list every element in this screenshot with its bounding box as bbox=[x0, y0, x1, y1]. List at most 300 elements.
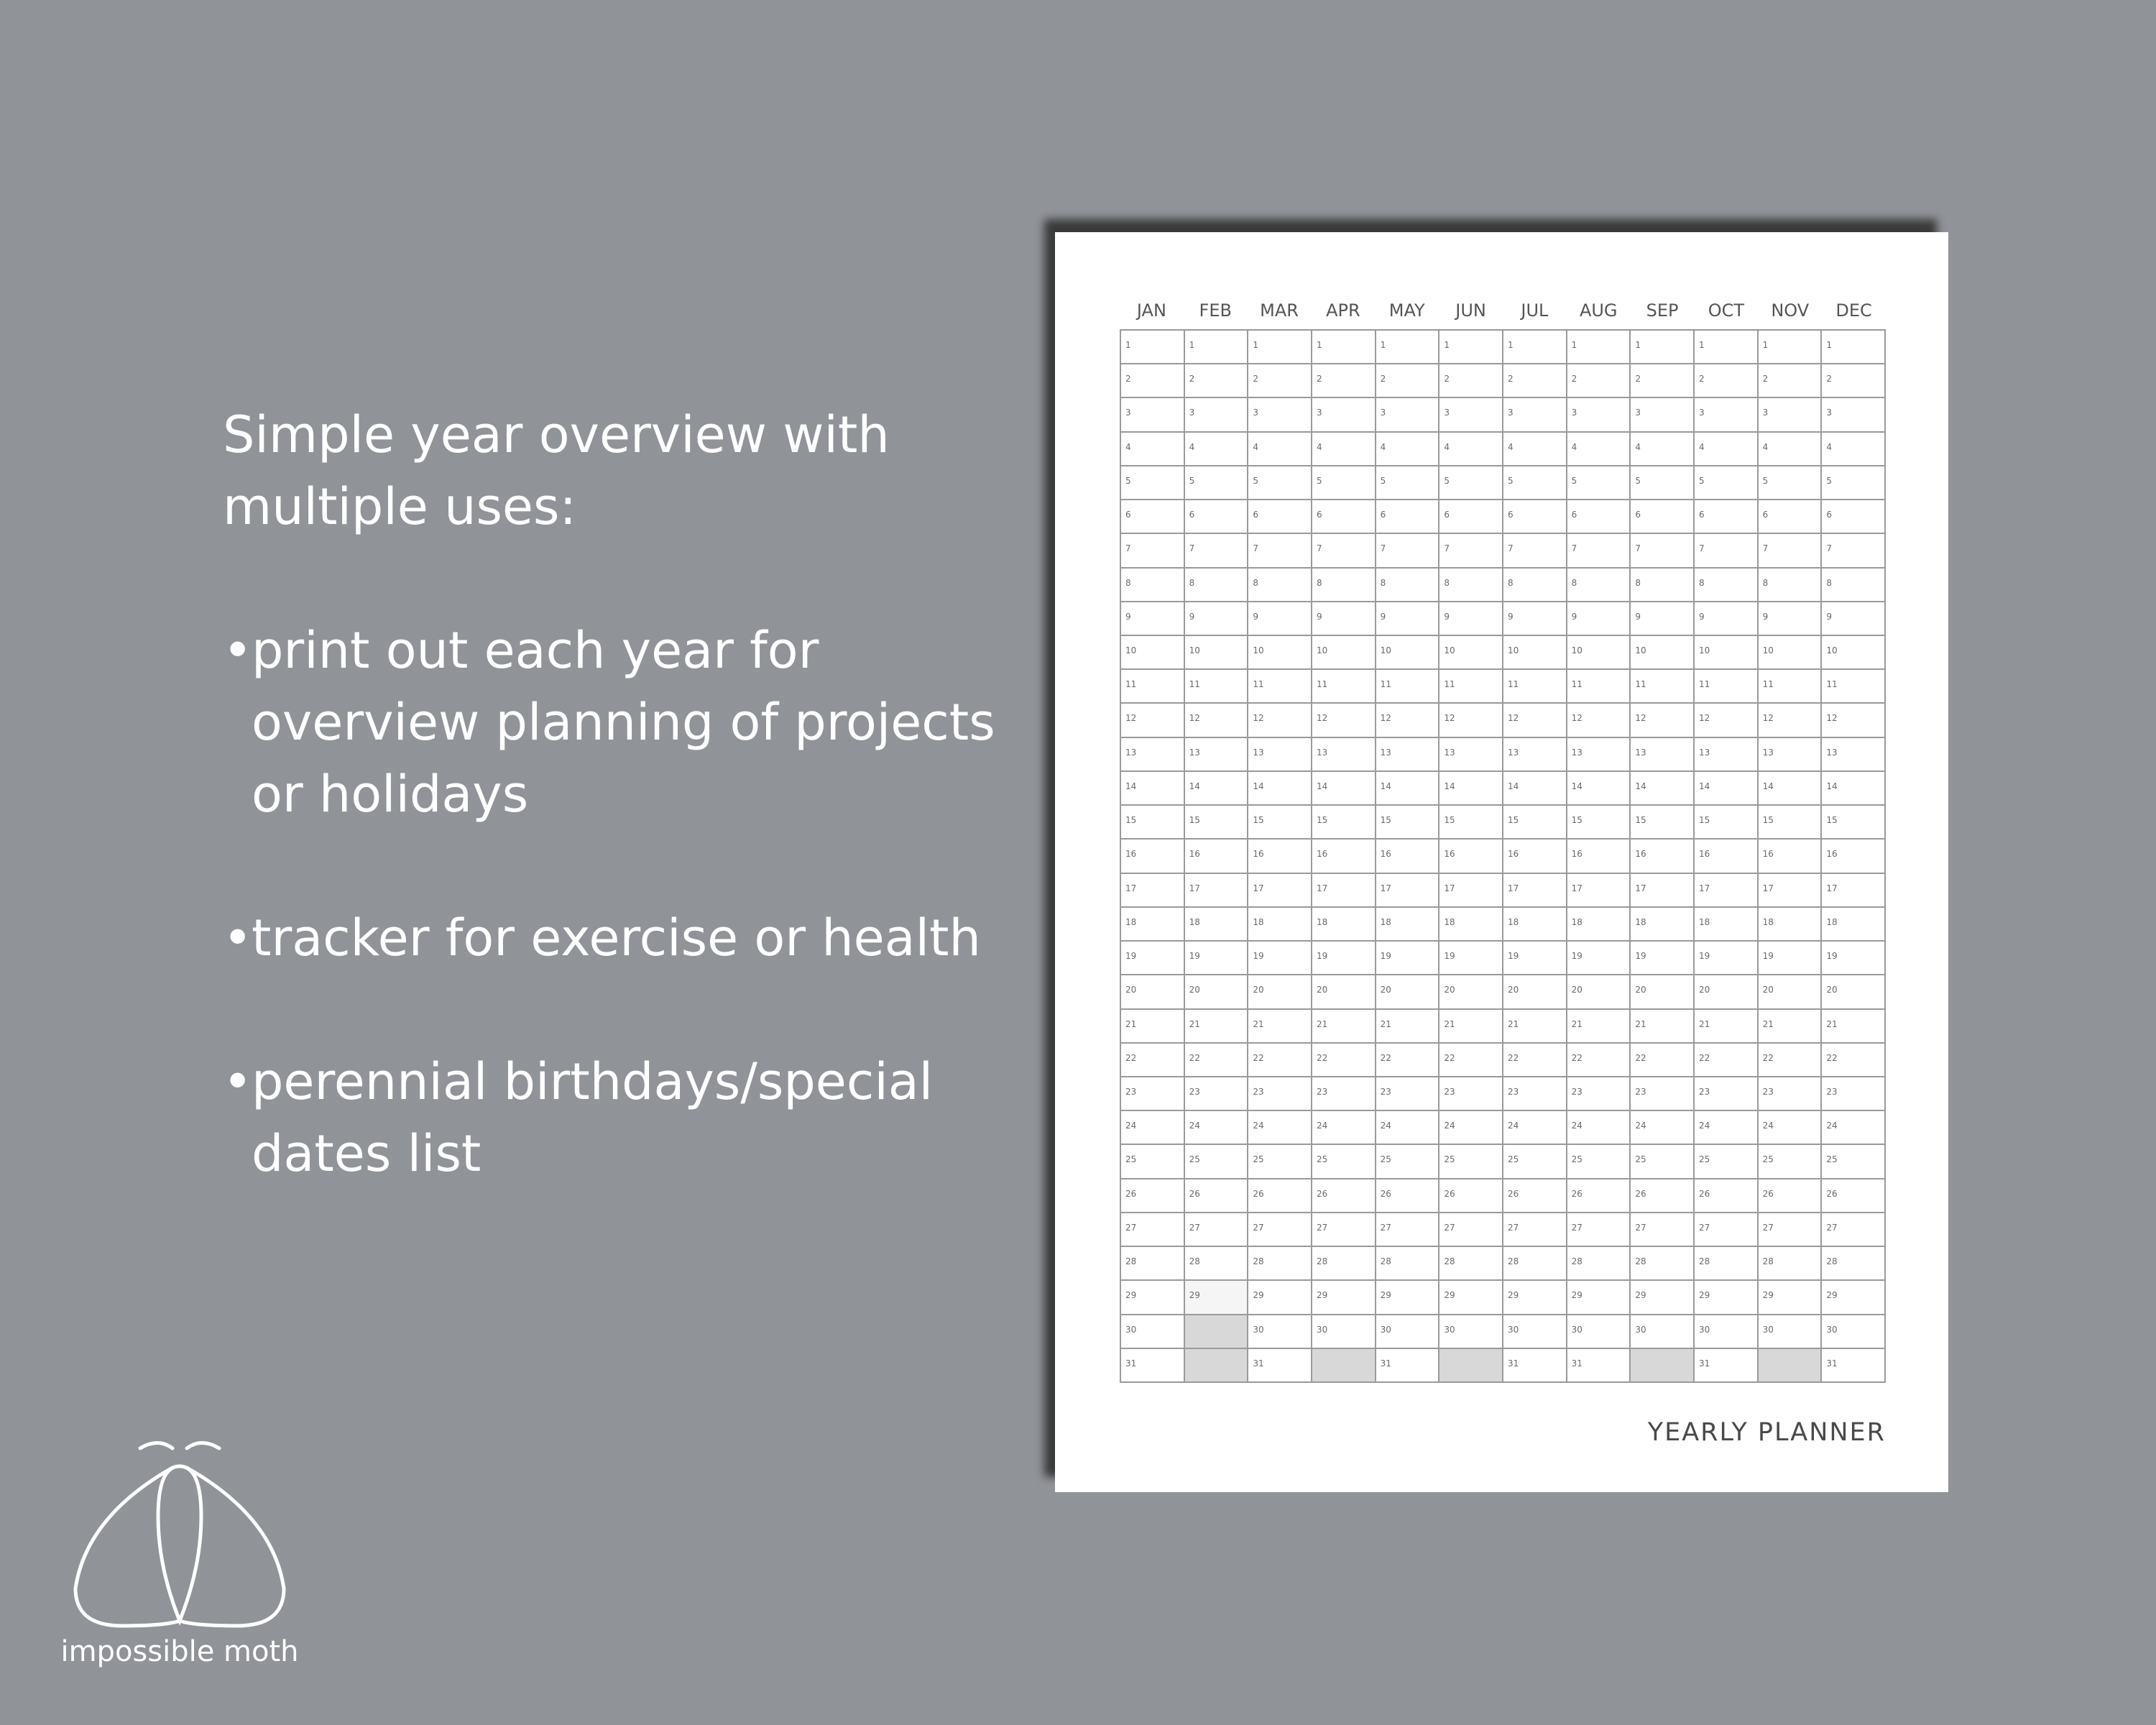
day-cell: 13 bbox=[1185, 738, 1249, 772]
day-cell: 16 bbox=[1822, 840, 1886, 873]
day-cell: 1 bbox=[1695, 331, 1759, 364]
day-cell: 3 bbox=[1567, 398, 1631, 432]
day-cell: 16 bbox=[1312, 840, 1376, 873]
brand-name: impossible moth bbox=[60, 1635, 299, 1668]
day-cell: 11 bbox=[1185, 670, 1249, 704]
day-cell: 14 bbox=[1376, 772, 1440, 806]
day-cell: 14 bbox=[1822, 772, 1886, 806]
day-cell: 27 bbox=[1503, 1213, 1567, 1247]
day-cell: 8 bbox=[1567, 569, 1631, 602]
month-label-aug: AUG bbox=[1579, 300, 1618, 321]
day-cell: 11 bbox=[1121, 670, 1185, 704]
day-cell: 15 bbox=[1695, 806, 1759, 840]
day-cell: 16 bbox=[1376, 840, 1440, 873]
day-cell: 3 bbox=[1503, 398, 1567, 432]
day-cell: 21 bbox=[1503, 1010, 1567, 1044]
day-cell: 8 bbox=[1121, 569, 1185, 602]
day-cell: 1 bbox=[1248, 331, 1312, 364]
day-cell: 28 bbox=[1312, 1247, 1376, 1281]
day-cell: 29 bbox=[1759, 1281, 1823, 1315]
month-label-jan: JAN bbox=[1136, 300, 1166, 321]
feature-text bbox=[223, 399, 1049, 1261]
day-cell: 22 bbox=[1822, 1044, 1886, 1077]
day-cell: 7 bbox=[1439, 534, 1503, 568]
day-cell: 24 bbox=[1822, 1111, 1886, 1145]
day-cell: 25 bbox=[1376, 1145, 1440, 1179]
day-cell: 10 bbox=[1312, 636, 1376, 670]
day-cell: 22 bbox=[1376, 1044, 1440, 1077]
day-cell: 6 bbox=[1376, 500, 1440, 534]
planner-title: YEARLY PLANNER bbox=[1647, 1418, 1886, 1447]
day-cell: 7 bbox=[1695, 534, 1759, 568]
day-cell: 1 bbox=[1759, 331, 1823, 364]
day-cell: 15 bbox=[1312, 806, 1376, 840]
day-cell: 30 bbox=[1503, 1315, 1567, 1349]
day-cell: 2 bbox=[1312, 364, 1376, 398]
day-cell: 26 bbox=[1759, 1179, 1823, 1213]
day-cell: 23 bbox=[1312, 1077, 1376, 1111]
day-cell: 10 bbox=[1185, 636, 1249, 670]
day-cell: 24 bbox=[1376, 1111, 1440, 1145]
day-cell: 19 bbox=[1567, 942, 1631, 975]
day-cell: 10 bbox=[1248, 636, 1312, 670]
day-cell: 23 bbox=[1248, 1077, 1312, 1111]
day-cell: 25 bbox=[1822, 1145, 1886, 1179]
day-cell: 29 bbox=[1631, 1281, 1695, 1315]
day-cell: 27 bbox=[1439, 1213, 1503, 1247]
day-cell: 21 bbox=[1759, 1010, 1823, 1044]
day-cell: 4 bbox=[1822, 433, 1886, 466]
day-cell: 4 bbox=[1376, 433, 1440, 466]
day-cell: 3 bbox=[1695, 398, 1759, 432]
day-cell: 24 bbox=[1185, 1111, 1249, 1145]
day-cell: 19 bbox=[1248, 942, 1312, 975]
day-cell: 5 bbox=[1439, 466, 1503, 500]
day-cell: 5 bbox=[1695, 466, 1759, 500]
day-cell: 6 bbox=[1822, 500, 1886, 534]
day-cell: 26 bbox=[1185, 1179, 1249, 1213]
day-cell: 27 bbox=[1248, 1213, 1312, 1247]
day-cell: 10 bbox=[1567, 636, 1631, 670]
day-cell: 2 bbox=[1121, 364, 1185, 398]
day-cell: 14 bbox=[1248, 772, 1312, 806]
day-cell: 7 bbox=[1376, 534, 1440, 568]
day-cell: 11 bbox=[1503, 670, 1567, 704]
month-label-jul: JUL bbox=[1521, 300, 1549, 321]
intro-heading: Simple year overview with multiple uses: bbox=[223, 405, 890, 536]
day-cell: 18 bbox=[1631, 908, 1695, 942]
day-cell: 14 bbox=[1185, 772, 1249, 806]
month-header bbox=[1120, 300, 1886, 329]
day-cell: 16 bbox=[1248, 840, 1312, 873]
day-cell: 1 bbox=[1121, 331, 1185, 364]
brand-logo bbox=[50, 1438, 309, 1682]
day-cell: 2 bbox=[1439, 364, 1503, 398]
unused-day-cell bbox=[1759, 1349, 1823, 1383]
day-cell: 9 bbox=[1759, 602, 1823, 636]
day-cell: 4 bbox=[1759, 433, 1823, 466]
day-cell: 9 bbox=[1631, 602, 1695, 636]
day-cell: 31 bbox=[1567, 1349, 1631, 1383]
day-cell: 8 bbox=[1439, 569, 1503, 602]
day-cell: 27 bbox=[1567, 1213, 1631, 1247]
day-cell: 16 bbox=[1695, 840, 1759, 873]
day-cell: 23 bbox=[1631, 1077, 1695, 1111]
day-cell: 18 bbox=[1759, 908, 1823, 942]
day-cell: 6 bbox=[1503, 500, 1567, 534]
day-cell: 1 bbox=[1376, 331, 1440, 364]
day-cell: 21 bbox=[1121, 1010, 1185, 1044]
day-cell: 29 bbox=[1567, 1281, 1631, 1315]
day-cell: 21 bbox=[1376, 1010, 1440, 1044]
day-cell: 20 bbox=[1503, 975, 1567, 1009]
day-cell: 3 bbox=[1376, 398, 1440, 432]
day-cell: 7 bbox=[1248, 534, 1312, 568]
day-cell: 20 bbox=[1185, 975, 1249, 1009]
day-cell: 24 bbox=[1439, 1111, 1503, 1145]
day-cell: 28 bbox=[1376, 1247, 1440, 1281]
day-cell: 10 bbox=[1759, 636, 1823, 670]
day-cell: 9 bbox=[1248, 602, 1312, 636]
day-cell: 29 bbox=[1121, 1281, 1185, 1315]
day-cell: 26 bbox=[1439, 1179, 1503, 1213]
day-cell: 4 bbox=[1439, 433, 1503, 466]
day-cell: 29 bbox=[1312, 1281, 1376, 1315]
day-cell: 28 bbox=[1439, 1247, 1503, 1281]
day-cell: 18 bbox=[1695, 908, 1759, 942]
day-cell: 6 bbox=[1439, 500, 1503, 534]
day-cell: 20 bbox=[1121, 975, 1185, 1009]
day-cell: 29 bbox=[1822, 1281, 1886, 1315]
day-cell: 8 bbox=[1185, 569, 1249, 602]
day-cell: 2 bbox=[1631, 364, 1695, 398]
day-cell: 24 bbox=[1631, 1111, 1695, 1145]
day-cell: 12 bbox=[1185, 704, 1249, 737]
day-cell: 26 bbox=[1567, 1179, 1631, 1213]
day-cell: 31 bbox=[1503, 1349, 1567, 1383]
day-cell: 20 bbox=[1822, 975, 1886, 1009]
day-cell: 3 bbox=[1248, 398, 1312, 432]
day-cell: 25 bbox=[1695, 1145, 1759, 1179]
planner-sheet bbox=[1055, 232, 1948, 1492]
day-cell: 24 bbox=[1248, 1111, 1312, 1145]
day-cell: 24 bbox=[1503, 1111, 1567, 1145]
day-cell: 3 bbox=[1121, 398, 1185, 432]
day-cell: 15 bbox=[1439, 806, 1503, 840]
day-cell: 5 bbox=[1759, 466, 1823, 500]
day-cell: 5 bbox=[1121, 466, 1185, 500]
day-cell: 28 bbox=[1248, 1247, 1312, 1281]
day-cell: 24 bbox=[1121, 1111, 1185, 1145]
day-cell: 12 bbox=[1759, 704, 1823, 737]
day-cell: 22 bbox=[1759, 1044, 1823, 1077]
day-cell: 19 bbox=[1439, 942, 1503, 975]
day-cell: 20 bbox=[1695, 975, 1759, 1009]
day-cell: 23 bbox=[1376, 1077, 1440, 1111]
day-cell: 26 bbox=[1376, 1179, 1440, 1213]
day-cell: 18 bbox=[1822, 908, 1886, 942]
day-cell: 17 bbox=[1312, 874, 1376, 908]
day-cell: 21 bbox=[1312, 1010, 1376, 1044]
day-cell: 11 bbox=[1567, 670, 1631, 704]
day-cell: 5 bbox=[1376, 466, 1440, 500]
day-cell: 2 bbox=[1503, 364, 1567, 398]
day-cell: 12 bbox=[1631, 704, 1695, 737]
day-cell: 19 bbox=[1503, 942, 1567, 975]
day-cell: 9 bbox=[1503, 602, 1567, 636]
day-cell: 18 bbox=[1503, 908, 1567, 942]
day-cell: 9 bbox=[1439, 602, 1503, 636]
day-cell: 27 bbox=[1312, 1213, 1376, 1247]
day-cell: 15 bbox=[1121, 806, 1185, 840]
month-label-apr: APR bbox=[1326, 300, 1360, 321]
day-cell: 10 bbox=[1695, 636, 1759, 670]
day-cell: 8 bbox=[1759, 569, 1823, 602]
day-cell: 19 bbox=[1759, 942, 1823, 975]
unused-day-cell bbox=[1631, 1349, 1695, 1383]
day-cell: 11 bbox=[1759, 670, 1823, 704]
day-cell: 28 bbox=[1822, 1247, 1886, 1281]
day-cell: 3 bbox=[1312, 398, 1376, 432]
day-cell: 18 bbox=[1121, 908, 1185, 942]
day-cell: 13 bbox=[1121, 738, 1185, 772]
day-cell: 18 bbox=[1567, 908, 1631, 942]
day-cell: 10 bbox=[1376, 636, 1440, 670]
day-cell: 15 bbox=[1631, 806, 1695, 840]
day-cell: 21 bbox=[1822, 1010, 1886, 1044]
day-cell: 13 bbox=[1376, 738, 1440, 772]
day-cell: 21 bbox=[1185, 1010, 1249, 1044]
day-cell: 17 bbox=[1185, 874, 1249, 908]
day-cell: 2 bbox=[1822, 364, 1886, 398]
day-cell: 24 bbox=[1695, 1111, 1759, 1145]
day-cell: 12 bbox=[1567, 704, 1631, 737]
day-cell: 18 bbox=[1185, 908, 1249, 942]
day-cell: 12 bbox=[1121, 704, 1185, 737]
day-cell: 16 bbox=[1631, 840, 1695, 873]
day-cell: 28 bbox=[1503, 1247, 1567, 1281]
day-cell: 28 bbox=[1759, 1247, 1823, 1281]
day-cell: 18 bbox=[1312, 908, 1376, 942]
calendar-grid bbox=[1120, 329, 1886, 1383]
day-cell: 13 bbox=[1312, 738, 1376, 772]
day-cell: 30 bbox=[1695, 1315, 1759, 1349]
day-cell: 18 bbox=[1439, 908, 1503, 942]
day-cell: 9 bbox=[1185, 602, 1249, 636]
day-cell: 24 bbox=[1312, 1111, 1376, 1145]
day-cell: 22 bbox=[1567, 1044, 1631, 1077]
day-cell: 3 bbox=[1439, 398, 1503, 432]
day-cell: 14 bbox=[1567, 772, 1631, 806]
day-cell: 26 bbox=[1631, 1179, 1695, 1213]
day-cell: 26 bbox=[1503, 1179, 1567, 1213]
day-cell: 10 bbox=[1121, 636, 1185, 670]
day-cell: 23 bbox=[1185, 1077, 1249, 1111]
day-cell: 8 bbox=[1822, 569, 1886, 602]
day-cell: 17 bbox=[1631, 874, 1695, 908]
day-cell: 16 bbox=[1121, 840, 1185, 873]
day-cell: 20 bbox=[1248, 975, 1312, 1009]
day-cell: 4 bbox=[1567, 433, 1631, 466]
day-cell: 15 bbox=[1503, 806, 1567, 840]
day-cell: 14 bbox=[1439, 772, 1503, 806]
day-cell: 23 bbox=[1822, 1077, 1886, 1111]
day-cell: 11 bbox=[1822, 670, 1886, 704]
day-cell: 23 bbox=[1567, 1077, 1631, 1111]
day-cell: 30 bbox=[1121, 1315, 1185, 1349]
day-cell: 4 bbox=[1503, 433, 1567, 466]
day-cell: 27 bbox=[1695, 1213, 1759, 1247]
day-cell: 30 bbox=[1376, 1315, 1440, 1349]
day-cell: 15 bbox=[1822, 806, 1886, 840]
day-cell: 22 bbox=[1631, 1044, 1695, 1077]
day-cell: 11 bbox=[1248, 670, 1312, 704]
day-cell: 30 bbox=[1439, 1315, 1503, 1349]
day-cell: 12 bbox=[1439, 704, 1503, 737]
day-cell: 7 bbox=[1503, 534, 1567, 568]
day-cell: 1 bbox=[1312, 331, 1376, 364]
day-cell: 19 bbox=[1822, 942, 1886, 975]
day-cell: 17 bbox=[1439, 874, 1503, 908]
day-cell: 25 bbox=[1567, 1145, 1631, 1179]
day-cell: 2 bbox=[1567, 364, 1631, 398]
day-cell: 4 bbox=[1695, 433, 1759, 466]
day-cell: 30 bbox=[1312, 1315, 1376, 1349]
day-cell: 16 bbox=[1185, 840, 1249, 873]
day-cell: 13 bbox=[1439, 738, 1503, 772]
day-cell: 16 bbox=[1759, 840, 1823, 873]
month-label-dec: DEC bbox=[1835, 300, 1872, 321]
day-cell: 15 bbox=[1567, 806, 1631, 840]
day-cell: 23 bbox=[1121, 1077, 1185, 1111]
day-cell: 23 bbox=[1695, 1077, 1759, 1111]
day-cell: 8 bbox=[1312, 569, 1376, 602]
day-cell: 15 bbox=[1185, 806, 1249, 840]
day-cell: 2 bbox=[1695, 364, 1759, 398]
day-cell: 16 bbox=[1439, 840, 1503, 873]
day-cell: 4 bbox=[1121, 433, 1185, 466]
unused-day-cell bbox=[1185, 1349, 1249, 1383]
day-cell: 4 bbox=[1185, 433, 1249, 466]
day-cell: 23 bbox=[1759, 1077, 1823, 1111]
day-cell: 28 bbox=[1695, 1247, 1759, 1281]
day-cell: 15 bbox=[1759, 806, 1823, 840]
day-cell: 13 bbox=[1503, 738, 1567, 772]
day-cell: 5 bbox=[1503, 466, 1567, 500]
day-cell: 2 bbox=[1248, 364, 1312, 398]
day-cell: 25 bbox=[1631, 1145, 1695, 1179]
day-cell: 31 bbox=[1121, 1349, 1185, 1383]
day-cell: 5 bbox=[1185, 466, 1249, 500]
day-cell: 26 bbox=[1312, 1179, 1376, 1213]
month-label-may: MAY bbox=[1388, 300, 1425, 321]
day-cell: 26 bbox=[1822, 1179, 1886, 1213]
day-cell: 30 bbox=[1248, 1315, 1312, 1349]
day-cell: 3 bbox=[1759, 398, 1823, 432]
day-cell: 31 bbox=[1822, 1349, 1886, 1383]
day-cell: 6 bbox=[1312, 500, 1376, 534]
day-cell: 25 bbox=[1759, 1145, 1823, 1179]
day-cell: 10 bbox=[1439, 636, 1503, 670]
unused-day-cell bbox=[1439, 1349, 1503, 1383]
day-cell: 29 bbox=[1376, 1281, 1440, 1315]
day-cell: 25 bbox=[1312, 1145, 1376, 1179]
day-cell: 30 bbox=[1759, 1315, 1823, 1349]
day-cell: 1 bbox=[1631, 331, 1695, 364]
day-cell: 23 bbox=[1503, 1077, 1567, 1111]
day-cell: 7 bbox=[1567, 534, 1631, 568]
month-label-oct: OCT bbox=[1708, 300, 1745, 321]
day-cell: 26 bbox=[1248, 1179, 1312, 1213]
day-cell: 13 bbox=[1567, 738, 1631, 772]
day-cell: 19 bbox=[1185, 942, 1249, 975]
month-label-jun: JUN bbox=[1455, 300, 1486, 321]
day-cell: 17 bbox=[1503, 874, 1567, 908]
month-label-feb: FEB bbox=[1199, 300, 1232, 321]
day-cell: 2 bbox=[1759, 364, 1823, 398]
day-cell: 20 bbox=[1376, 975, 1440, 1009]
day-cell: 6 bbox=[1695, 500, 1759, 534]
day-cell: 11 bbox=[1695, 670, 1759, 704]
day-cell: 17 bbox=[1759, 874, 1823, 908]
day-cell: 16 bbox=[1567, 840, 1631, 873]
day-cell: 8 bbox=[1695, 569, 1759, 602]
day-cell: 13 bbox=[1631, 738, 1695, 772]
day-cell: 14 bbox=[1759, 772, 1823, 806]
day-cell: 10 bbox=[1503, 636, 1567, 670]
day-cell: 29 bbox=[1248, 1281, 1312, 1315]
day-cell: 24 bbox=[1567, 1111, 1631, 1145]
day-cell: 11 bbox=[1312, 670, 1376, 704]
day-cell: 17 bbox=[1376, 874, 1440, 908]
day-cell: 1 bbox=[1503, 331, 1567, 364]
day-cell: 4 bbox=[1312, 433, 1376, 466]
day-cell: 23 bbox=[1439, 1077, 1503, 1111]
day-cell: 11 bbox=[1631, 670, 1695, 704]
day-cell: 12 bbox=[1503, 704, 1567, 737]
day-cell: 22 bbox=[1439, 1044, 1503, 1077]
day-cell: 21 bbox=[1567, 1010, 1631, 1044]
month-label-sep: SEP bbox=[1646, 300, 1679, 321]
day-cell: 27 bbox=[1759, 1213, 1823, 1247]
day-cell: 20 bbox=[1312, 975, 1376, 1009]
day-cell: 25 bbox=[1439, 1145, 1503, 1179]
day-cell: 30 bbox=[1631, 1315, 1695, 1349]
day-cell: 14 bbox=[1121, 772, 1185, 806]
day-cell: 9 bbox=[1312, 602, 1376, 636]
day-cell: 17 bbox=[1822, 874, 1886, 908]
day-cell: 5 bbox=[1248, 466, 1312, 500]
day-cell: 15 bbox=[1248, 806, 1312, 840]
day-cell: 8 bbox=[1503, 569, 1567, 602]
day-cell: 19 bbox=[1312, 942, 1376, 975]
day-cell: 22 bbox=[1185, 1044, 1249, 1077]
day-cell: 21 bbox=[1695, 1010, 1759, 1044]
day-cell: 2 bbox=[1376, 364, 1440, 398]
day-cell: 31 bbox=[1248, 1349, 1312, 1383]
day-cell: 16 bbox=[1503, 840, 1567, 873]
day-cell: 7 bbox=[1631, 534, 1695, 568]
day-cell: 26 bbox=[1695, 1179, 1759, 1213]
day-cell: 12 bbox=[1312, 704, 1376, 737]
day-cell: 27 bbox=[1185, 1213, 1249, 1247]
day-cell: 19 bbox=[1631, 942, 1695, 975]
day-cell: 7 bbox=[1759, 534, 1823, 568]
day-cell: 7 bbox=[1121, 534, 1185, 568]
day-cell: 1 bbox=[1185, 331, 1249, 364]
day-cell: 10 bbox=[1631, 636, 1695, 670]
day-cell: 27 bbox=[1822, 1213, 1886, 1247]
